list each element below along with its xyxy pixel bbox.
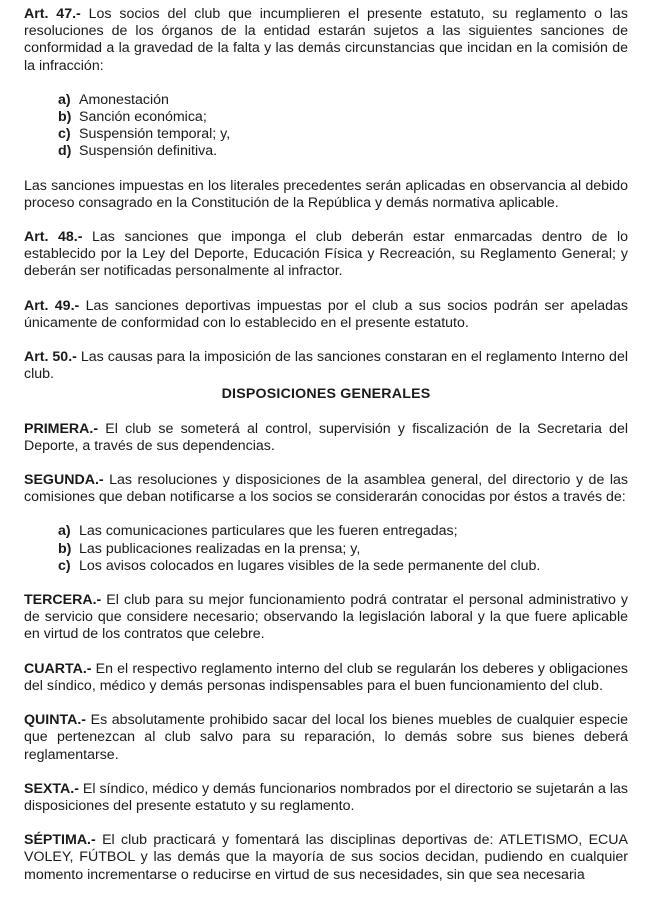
list-item: [58, 143, 628, 160]
list-item: [58, 541, 628, 558]
list-item-letter: b): [58, 540, 72, 557]
list-item: [58, 558, 628, 575]
list-item-text: Las comunicaciones particulares que les fueren entregadas;: [79, 523, 458, 540]
provision-cuarta-text: En el respectivo reglamento interno del club se regularán los deberes y obligaciones del síndico, médico y demás personas indispensables para el buen funcionamiento del club.: [24, 660, 628, 694]
article-49-text: Las sanciones deportivas impuestas por el club a sus socios podrán ser apeladas únicamente de conformidad con lo establecido en el presente estatuto.: [24, 297, 628, 331]
article-49-label: Art. 49.-: [24, 297, 80, 314]
document-page: [24, 6, 628, 901]
provision-segunda-text: Las resoluciones y disposiciones de la asamblea general, del directorio y de las comisiones que deban notificarse a los socios se considerarán conocidas por éstos a través de:: [24, 472, 628, 506]
article-50-text: Las causas para la imposición de las sanciones constaran en el reglamento Interno del club.: [24, 349, 628, 383]
list-item-letter: a): [58, 91, 71, 108]
provision-segunda-label: SEGUNDA.-: [24, 472, 104, 489]
provision-sexta-text: El síndico, médico y demás funcionarios nombrados por el directorio se sujetarán a las disposiciones del presente estatuto y su reglamento.: [24, 780, 628, 814]
provision-septima: [24, 832, 628, 884]
provision-primera-text: El club se someterá al control, supervisión y fiscalización de la Secretaria del Deporte, a través de sus dependencias.: [24, 420, 628, 454]
article-47: [24, 6, 628, 75]
provision-septima-text: El club practicará y fomentará las disciplinas deportivas de: ATLETISMO, ECUA VOLEY, FÚTBOL y las demás que la mayoría de sus socios decidan, pudiendo en cualquier momento incrementarse o reducirse en virtud de sus necesidades, sin que sea necesaria: [24, 832, 628, 883]
article-50: [24, 349, 628, 383]
provision-sexta-label: SEXTA.-: [24, 780, 79, 797]
section-heading: DISPOSICIONES GENERALES: [221, 386, 431, 403]
list-item: [58, 92, 628, 109]
provision-septima-label: SÉPTIMA.-: [24, 832, 96, 849]
provision-cuarta-label: CUARTA.-: [24, 660, 92, 677]
article-49: [24, 298, 628, 332]
provision-segunda: [24, 472, 628, 506]
article-47-label: Art. 47.-: [24, 6, 81, 22]
list-item-text: Suspensión temporal; y,: [79, 126, 231, 143]
provision-cuarta: [24, 661, 628, 695]
list-item-text: Las publicaciones realizadas en la prensa; y,: [79, 540, 361, 557]
provision-primera: [24, 421, 628, 455]
provision-segunda-list: [24, 523, 628, 575]
article-47-followup: Las sanciones impuestas en los literales precedentes serán aplicadas en observancia al debido proceso consagrado en la Constitución de la República y demás normativa aplicable.: [24, 177, 628, 211]
list-item-letter: a): [58, 523, 71, 540]
list-item: [58, 109, 628, 126]
provision-quinta-label: QUINTA.-: [24, 712, 86, 729]
article-48: [24, 229, 628, 281]
provision-quinta: [24, 712, 628, 764]
list-item-letter: c): [58, 557, 71, 574]
list-item-text: Sanción económica;: [79, 109, 207, 126]
list-item-text: Los avisos colocados en lugares visibles de la sede permanente del club.: [79, 557, 541, 574]
list-item-text: Suspensión definitiva.: [79, 143, 218, 160]
provision-primera-label: PRIMERA.-: [24, 420, 99, 437]
article-47-text: Los socios del club que incumplieren el presente estatuto, su reglamento o las resoluciones de los órganos de la entidad estarán sujetos a las siguientes sanciones de conformidad a la gravedad de la falta y las demás circunstancias que incidan en la comisión de la infracción:: [24, 6, 628, 74]
article-48-text: Las sanciones que imponga el club deberán estar enmarcadas dentro de lo establecido por la Ley del Deporte, Educación Física y Recreación, su Reglamento General; y deberán ser notificadas personalmente al infractor.: [24, 229, 628, 280]
provision-tercera: [24, 592, 628, 644]
list-item-letter: d): [58, 143, 72, 160]
list-item: [58, 523, 628, 540]
article-50-label: Art. 50.-: [24, 349, 77, 366]
list-item-text: Amonestación: [79, 91, 169, 108]
provision-sexta: [24, 781, 628, 815]
provision-tercera-label: TERCERA.-: [24, 592, 102, 609]
list-item: [58, 126, 628, 143]
list-item-letter: b): [58, 109, 72, 126]
list-item-letter: c): [58, 126, 71, 143]
article-47-sanctions-list: [24, 92, 628, 161]
provision-quinta-text: Es absolutamente prohibido sacar del local los bienes muebles de cualquier especie que pertenezcan al club salvo para su reparación, lo demás sobre sus bienes deberá reglamentarse.: [24, 712, 628, 763]
article-48-label: Art. 48.-: [24, 229, 83, 246]
provision-tercera-text: El club para su mejor funcionamiento podrá contratar el personal administrativo y de servicio que considere necesario; observando la legislación laboral y la que fuere aplicable en virtud de los contratos que celebre.: [24, 592, 628, 643]
